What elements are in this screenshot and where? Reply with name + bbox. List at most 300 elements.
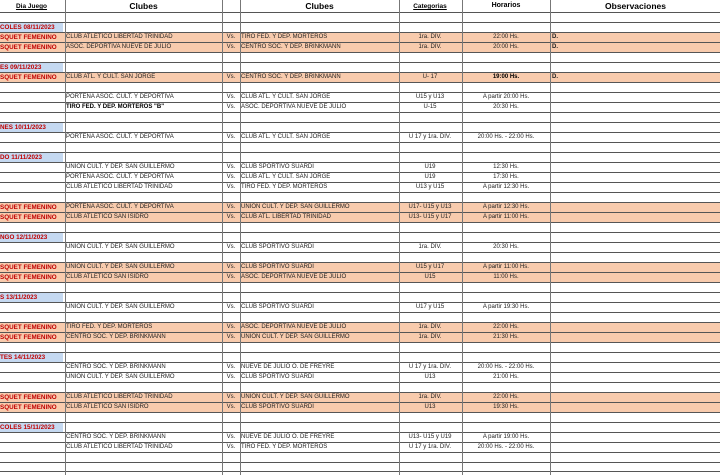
category-cell: 1ra. DIV. [418,334,442,340]
vs-cell: Vs. [226,324,236,330]
vs-cell: Vs. [226,134,236,140]
observation-cell [551,433,720,442]
home-club-cell: CLUB ATLETICO LIBERTAD TRINIDAD [66,394,173,400]
grid-column-divider [550,0,551,475]
time-cell: 20:00 Hs. - 22:00 Hs. [477,364,535,370]
vs-cell: Vs. [226,104,236,110]
vs-cell: Vs. [226,364,236,370]
table-row [0,82,720,92]
away-club-cell: CLUB SPORTIVO SUARDI [241,164,314,170]
day-cell [0,173,63,182]
home-club-cell [66,223,221,232]
time-cell [463,13,549,22]
table-row [0,212,720,222]
table-row [0,102,720,112]
away-club-cell [241,83,398,92]
day-cell [0,253,63,262]
away-club-cell: CENTRO SOC. Y DEP. BRINKMANN [241,44,341,50]
home-club-cell: UNION CULT. Y DEP. SAN GUILLERMO [66,304,175,310]
time-cell: 21:00 Hs. [493,374,519,380]
table-row [0,392,720,402]
home-club-cell: UNION CULT. Y DEP. SAN GUILLERMO [66,164,175,170]
observation-cell [551,463,720,472]
time-cell [463,123,549,132]
observation-cell [551,343,720,352]
observation-cell [551,313,720,322]
day-cell [0,313,63,322]
observation-cell [551,83,720,92]
home-club-cell: PORTEÑA ASOC. CULT. Y DEPORTIVA [66,174,174,180]
away-club-cell [241,283,398,292]
time-cell: 20:00 Hs. - 22:00 Hs. [477,444,535,450]
time-cell [463,293,549,302]
vs-cell: Vs. [226,34,236,40]
header-clubes-visitante: Clubes [305,1,334,11]
home-club-cell [66,63,221,72]
time-cell: 21:30 Hs. [493,334,519,340]
away-club-cell [241,253,398,262]
home-club-cell: CENTRO SOC. Y DEP. BRINKMANN [66,434,166,440]
vs-cell: Vs. [226,44,236,50]
grid-column-divider [399,0,400,475]
table-row [0,412,720,422]
day-cell [0,463,63,472]
home-club-cell [66,153,221,162]
day-cell [0,453,63,462]
home-club-cell [66,423,221,432]
day-cell: DO 11/11/2023 [0,153,63,162]
category-cell [400,463,460,472]
table-row [0,342,720,352]
time-cell [463,233,549,242]
away-club-cell: CLUB SPORTIVO SUARDI [241,264,314,270]
away-club-cell [241,463,398,472]
observation-cell [551,303,720,312]
vs-cell: Vs. [226,274,236,280]
day-cell: SQUET FEMENINO [0,394,57,401]
table-row [0,182,720,192]
time-cell: 19:30 Hs. [493,404,519,410]
table-row [0,382,720,392]
observation-cell [551,333,720,342]
grid-column-divider [65,0,66,475]
time-cell: A partir 11:00 Hs. [483,214,529,220]
away-club-cell [241,233,398,242]
vs-cell [223,193,239,202]
table-row [0,42,720,52]
home-club-cell: TIRO FED. Y DEP. MORTEROS "B" [66,104,165,110]
time-cell [463,63,549,72]
table-row [0,72,720,82]
vs-cell [223,453,239,462]
category-cell [400,13,460,22]
category-cell: U13- U15 y U19 [408,434,452,440]
observation-cell [551,403,720,412]
vs-cell: Vs. [226,264,236,270]
observation-cell [551,163,720,172]
time-cell [463,23,549,32]
category-cell: U19 [424,174,436,180]
day-cell [0,243,63,252]
home-club-cell [66,143,221,152]
table-row [0,202,720,212]
table-row [0,402,720,412]
day-cell: SQUET FEMENINO [0,74,57,81]
date-header-row [0,422,720,432]
home-club-cell: CLUB ATLETICO LIBERTAD TRINIDAD [66,444,173,450]
day-cell [0,143,63,152]
away-club-cell [241,113,398,122]
time-cell [463,193,549,202]
header-categorias: Categorias [413,3,447,10]
time-cell: 20:00 Hs. - 22:00 Hs. [477,134,535,140]
observation-cell [551,273,720,282]
home-club-cell [66,293,221,302]
time-cell: A partir 19:30 Hs. [482,304,530,310]
vs-cell: Vs. [226,304,236,310]
away-club-cell [241,193,398,202]
category-cell: U 17 y 1ra. DIV. [408,444,452,450]
category-cell [400,113,460,122]
time-cell: A partir 11:00 Hs. [483,264,529,270]
home-club-cell [66,453,221,462]
observation-cell [551,453,720,462]
category-cell [400,63,460,72]
away-club-cell: CLUB SPORTIVO SUARDI [241,374,314,380]
day-cell: SQUET FEMENINO [0,334,57,341]
time-cell: 22:00 Hs. [493,324,519,330]
category-cell: U19 [424,164,436,170]
home-club-cell: TIRO FED. Y DEP. MORTEROS [66,324,153,330]
vs-cell [223,353,239,362]
away-club-cell: CLUB ATL. Y CULT. SAN JORGE [241,174,331,180]
away-club-cell [241,143,398,152]
observation-cell [551,13,720,22]
table-row [0,252,720,262]
category-cell [400,343,460,352]
table-row [0,222,720,232]
day-cell: NES 10/11/2023 [0,123,63,132]
category-cell: U 17 y 1ra. DIV. [408,364,452,370]
time-cell: 12:30 Hs. [493,164,519,170]
home-club-cell [66,313,221,322]
time-cell [463,53,549,62]
time-cell [463,463,549,472]
home-club-cell [66,353,221,362]
day-cell: NGO 12/11/2023 [0,233,63,242]
day-cell: ES 09/11/2023 [0,63,63,72]
vs-cell: Vs. [226,444,236,450]
observation-cell [551,133,720,142]
vs-cell [223,253,239,262]
time-cell [463,383,549,392]
home-club-cell: CLUB ATLETICO LIBERTAD TRINIDAD [66,34,173,40]
home-club-cell: UNION CULT. Y DEP. SAN GUILLERMO [66,374,175,380]
time-cell [463,223,549,232]
home-club-cell: ASOC. DEPORTIVA NUEVE DE JULIO [66,44,172,50]
away-club-cell [241,63,398,72]
day-cell: SQUET FEMENINO [0,44,57,51]
table-row [0,172,720,182]
home-club-cell [66,283,221,292]
category-cell: U15 y U13 [415,94,445,100]
category-cell: U17- U15 y U13 [408,204,452,210]
home-club-cell [66,53,221,62]
observation-cell [551,293,720,302]
category-cell [400,353,460,362]
away-club-cell [241,423,398,432]
away-club-cell [241,223,398,232]
day-cell [0,223,63,232]
header-horarios: Horarios [491,2,521,9]
vs-cell [223,143,239,152]
observation-cell [551,173,720,182]
header-dia-juego: Dia Juego [15,3,48,10]
vs-cell: Vs. [226,404,236,410]
category-cell [400,413,460,422]
time-cell [463,343,549,352]
home-club-cell [66,13,221,22]
category-cell: 1ra. DIV. [418,394,442,400]
away-club-cell: UNION CULT. Y DEP. SAN GUILLERMO [241,334,350,340]
day-cell [0,163,63,172]
observation-cell [551,353,720,362]
time-cell [463,413,549,422]
observation-cell: D. [552,74,558,80]
away-club-cell: CLUB SPORTIVO SUARDI [241,244,314,250]
category-cell [400,23,460,32]
vs-cell: Vs. [226,214,236,220]
observation-cell [551,183,720,192]
home-club-cell [66,343,221,352]
away-club-cell [241,23,398,32]
day-cell: SQUET FEMENINO [0,404,57,411]
away-club-cell [241,353,398,362]
home-club-cell: UNION CULT. Y DEP. SAN GUILLERMO [66,244,175,250]
header-clubes-local: Clubes [129,1,158,11]
observation-cell [551,283,720,292]
table-row [0,372,720,382]
observation-cell [551,213,720,222]
observation-cell: D. [552,44,558,50]
away-club-cell [241,453,398,462]
away-club-cell [241,383,398,392]
category-cell: U15 y U17 [415,264,445,270]
table-row [0,92,720,102]
vs-cell [223,23,239,32]
vs-cell [223,413,239,422]
away-club-cell: NUEVE DE JULIO O. DE FREYRE [241,364,335,370]
category-cell [400,313,460,322]
home-club-cell: CLUB ATLETICO SAN ISIDRO [66,404,149,410]
observation-cell [551,243,720,252]
time-cell [463,113,549,122]
home-club-cell [66,383,221,392]
day-cell: SQUET FEMENINO [0,324,57,331]
day-cell [0,383,63,392]
day-cell [0,283,63,292]
header-observaciones: Observaciones [605,1,666,11]
day-cell [0,443,63,452]
day-cell: COLES 08/11/2023 [0,23,63,32]
vs-cell: Vs. [226,184,236,190]
table-row [0,132,720,142]
time-cell: 11:00 Hs. [493,274,519,280]
time-cell: 19:00 Hs. [492,74,520,80]
home-club-cell: CLUB ATLETICO LIBERTAD TRINIDAD [66,184,173,190]
home-club-cell [66,123,221,132]
observation-cell [551,123,720,132]
vs-cell [223,63,239,72]
table-row [0,332,720,342]
category-cell: U13- U15 y U17 [408,214,452,220]
date-header-row [0,292,720,302]
home-club-cell [66,193,221,202]
away-club-cell: ASOC. DEPORTIVA NUEVE DE JULIO [241,324,347,330]
table-row [0,432,720,442]
observation-cell [551,193,720,202]
time-cell [463,353,549,362]
day-cell: TES 14/11/2023 [0,353,63,362]
away-club-cell [241,413,398,422]
time-cell [463,153,549,162]
home-club-cell [66,113,221,122]
table-row [0,12,720,22]
vs-cell [223,343,239,352]
day-cell [0,93,63,102]
vs-cell [223,383,239,392]
home-club-cell: PORTEÑA ASOC. CULT. Y DEPORTIVA [66,204,174,210]
table-row [0,282,720,292]
table-row [0,112,720,122]
away-club-cell: TIRO FED. Y DEP. MORTEROS [241,184,328,190]
category-cell: U13 y U15 [415,184,445,190]
vs-cell [223,423,239,432]
away-club-cell: NUEVE DE JULIO O. DE FREYRE [241,434,335,440]
vs-cell: Vs. [226,164,236,170]
day-cell [0,303,63,312]
away-club-cell: TIRO FED. Y DEP. MORTEROS [241,34,328,40]
table-row [0,52,720,62]
vs-cell: Vs. [226,204,236,210]
day-cell [0,133,63,142]
day-cell [0,343,63,352]
vs-cell: Vs. [226,434,236,440]
observation-cell [551,363,720,372]
category-cell [400,293,460,302]
category-cell: U13 [424,404,436,410]
home-club-cell [66,233,221,242]
grid-column-divider [222,0,223,475]
home-club-cell: CENTRO SOC. Y DEP. BRINKMANN [66,364,166,370]
vs-cell [223,13,239,22]
category-cell [400,423,460,432]
time-cell: A partir 12:30 Hs. [482,184,530,190]
table-row [0,262,720,272]
observation-cell [551,263,720,272]
vs-cell [223,153,239,162]
home-club-cell [66,23,221,32]
category-cell: 1ra. DIV. [418,324,442,330]
observation-cell [551,93,720,102]
time-cell [463,423,549,432]
date-header-row [0,232,720,242]
category-cell [400,83,460,92]
observation-cell [551,53,720,62]
away-club-cell [241,293,398,302]
away-club-cell: ASOC. DEPORTIVA NUEVE DE JULIO [241,274,347,280]
category-cell: U15 [424,274,436,280]
day-cell [0,413,63,422]
time-cell: 22:00 Hs. [493,394,519,400]
vs-cell: Vs. [226,374,236,380]
table-row [0,462,720,472]
date-header-row [0,62,720,72]
away-club-cell: CLUB ATL. LIBERTAD TRINIDAD [241,214,331,220]
away-club-cell: UNION CULT. Y DEP. SAN GUILLERMO [241,204,350,210]
home-club-cell [66,253,221,262]
observation-cell [551,23,720,32]
vs-cell [223,53,239,62]
vs-cell: Vs. [226,174,236,180]
away-club-cell: TIRO FED. Y DEP. MORTEROS [241,444,328,450]
home-club-cell: CLUB ATL. Y CULT. SAN JORGE [66,74,156,80]
day-cell [0,113,63,122]
observation-cell [551,233,720,242]
observation-cell [551,253,720,262]
date-header-row [0,152,720,162]
category-cell [400,453,460,462]
home-club-cell: CENTRO SOC. Y DEP. BRINKMANN [66,334,166,340]
category-cell [400,193,460,202]
vs-cell [223,313,239,322]
vs-cell [223,293,239,302]
vs-cell: Vs. [226,244,236,250]
home-club-cell: CLUB ATLETICO SAN ISIDRO [66,214,149,220]
day-cell: SQUET FEMENINO [0,264,57,271]
category-cell [400,223,460,232]
vs-cell: Vs. [226,94,236,100]
vs-cell [223,463,239,472]
time-cell: A partir 20:00 Hs. [482,94,530,100]
table-row [0,442,720,452]
category-cell [400,383,460,392]
category-cell [400,153,460,162]
category-cell: U-15 [423,104,437,110]
day-cell: S 13/11/2023 [0,293,63,302]
time-cell: 22:00 Hs. [493,34,519,40]
observation-cell [551,323,720,332]
day-cell: SQUET FEMENINO [0,214,57,221]
table-row [0,142,720,152]
category-cell: 1ra. DIV. [418,44,442,50]
observation-cell: D. [552,34,558,40]
time-cell [463,453,549,462]
away-club-cell [241,123,398,132]
vs-cell [223,283,239,292]
category-cell [400,53,460,62]
category-cell [400,253,460,262]
table-row [0,32,720,42]
home-club-cell [66,413,221,422]
away-club-cell [241,313,398,322]
category-cell [400,143,460,152]
home-club-cell: CLUB ATLETICO SAN ISIDRO [66,274,149,280]
home-club-cell: UNION CULT. Y DEP. SAN GUILLERMO [66,264,175,270]
category-cell: 1ra. DIV. [418,34,442,40]
date-header-row [0,22,720,32]
observation-cell [551,143,720,152]
